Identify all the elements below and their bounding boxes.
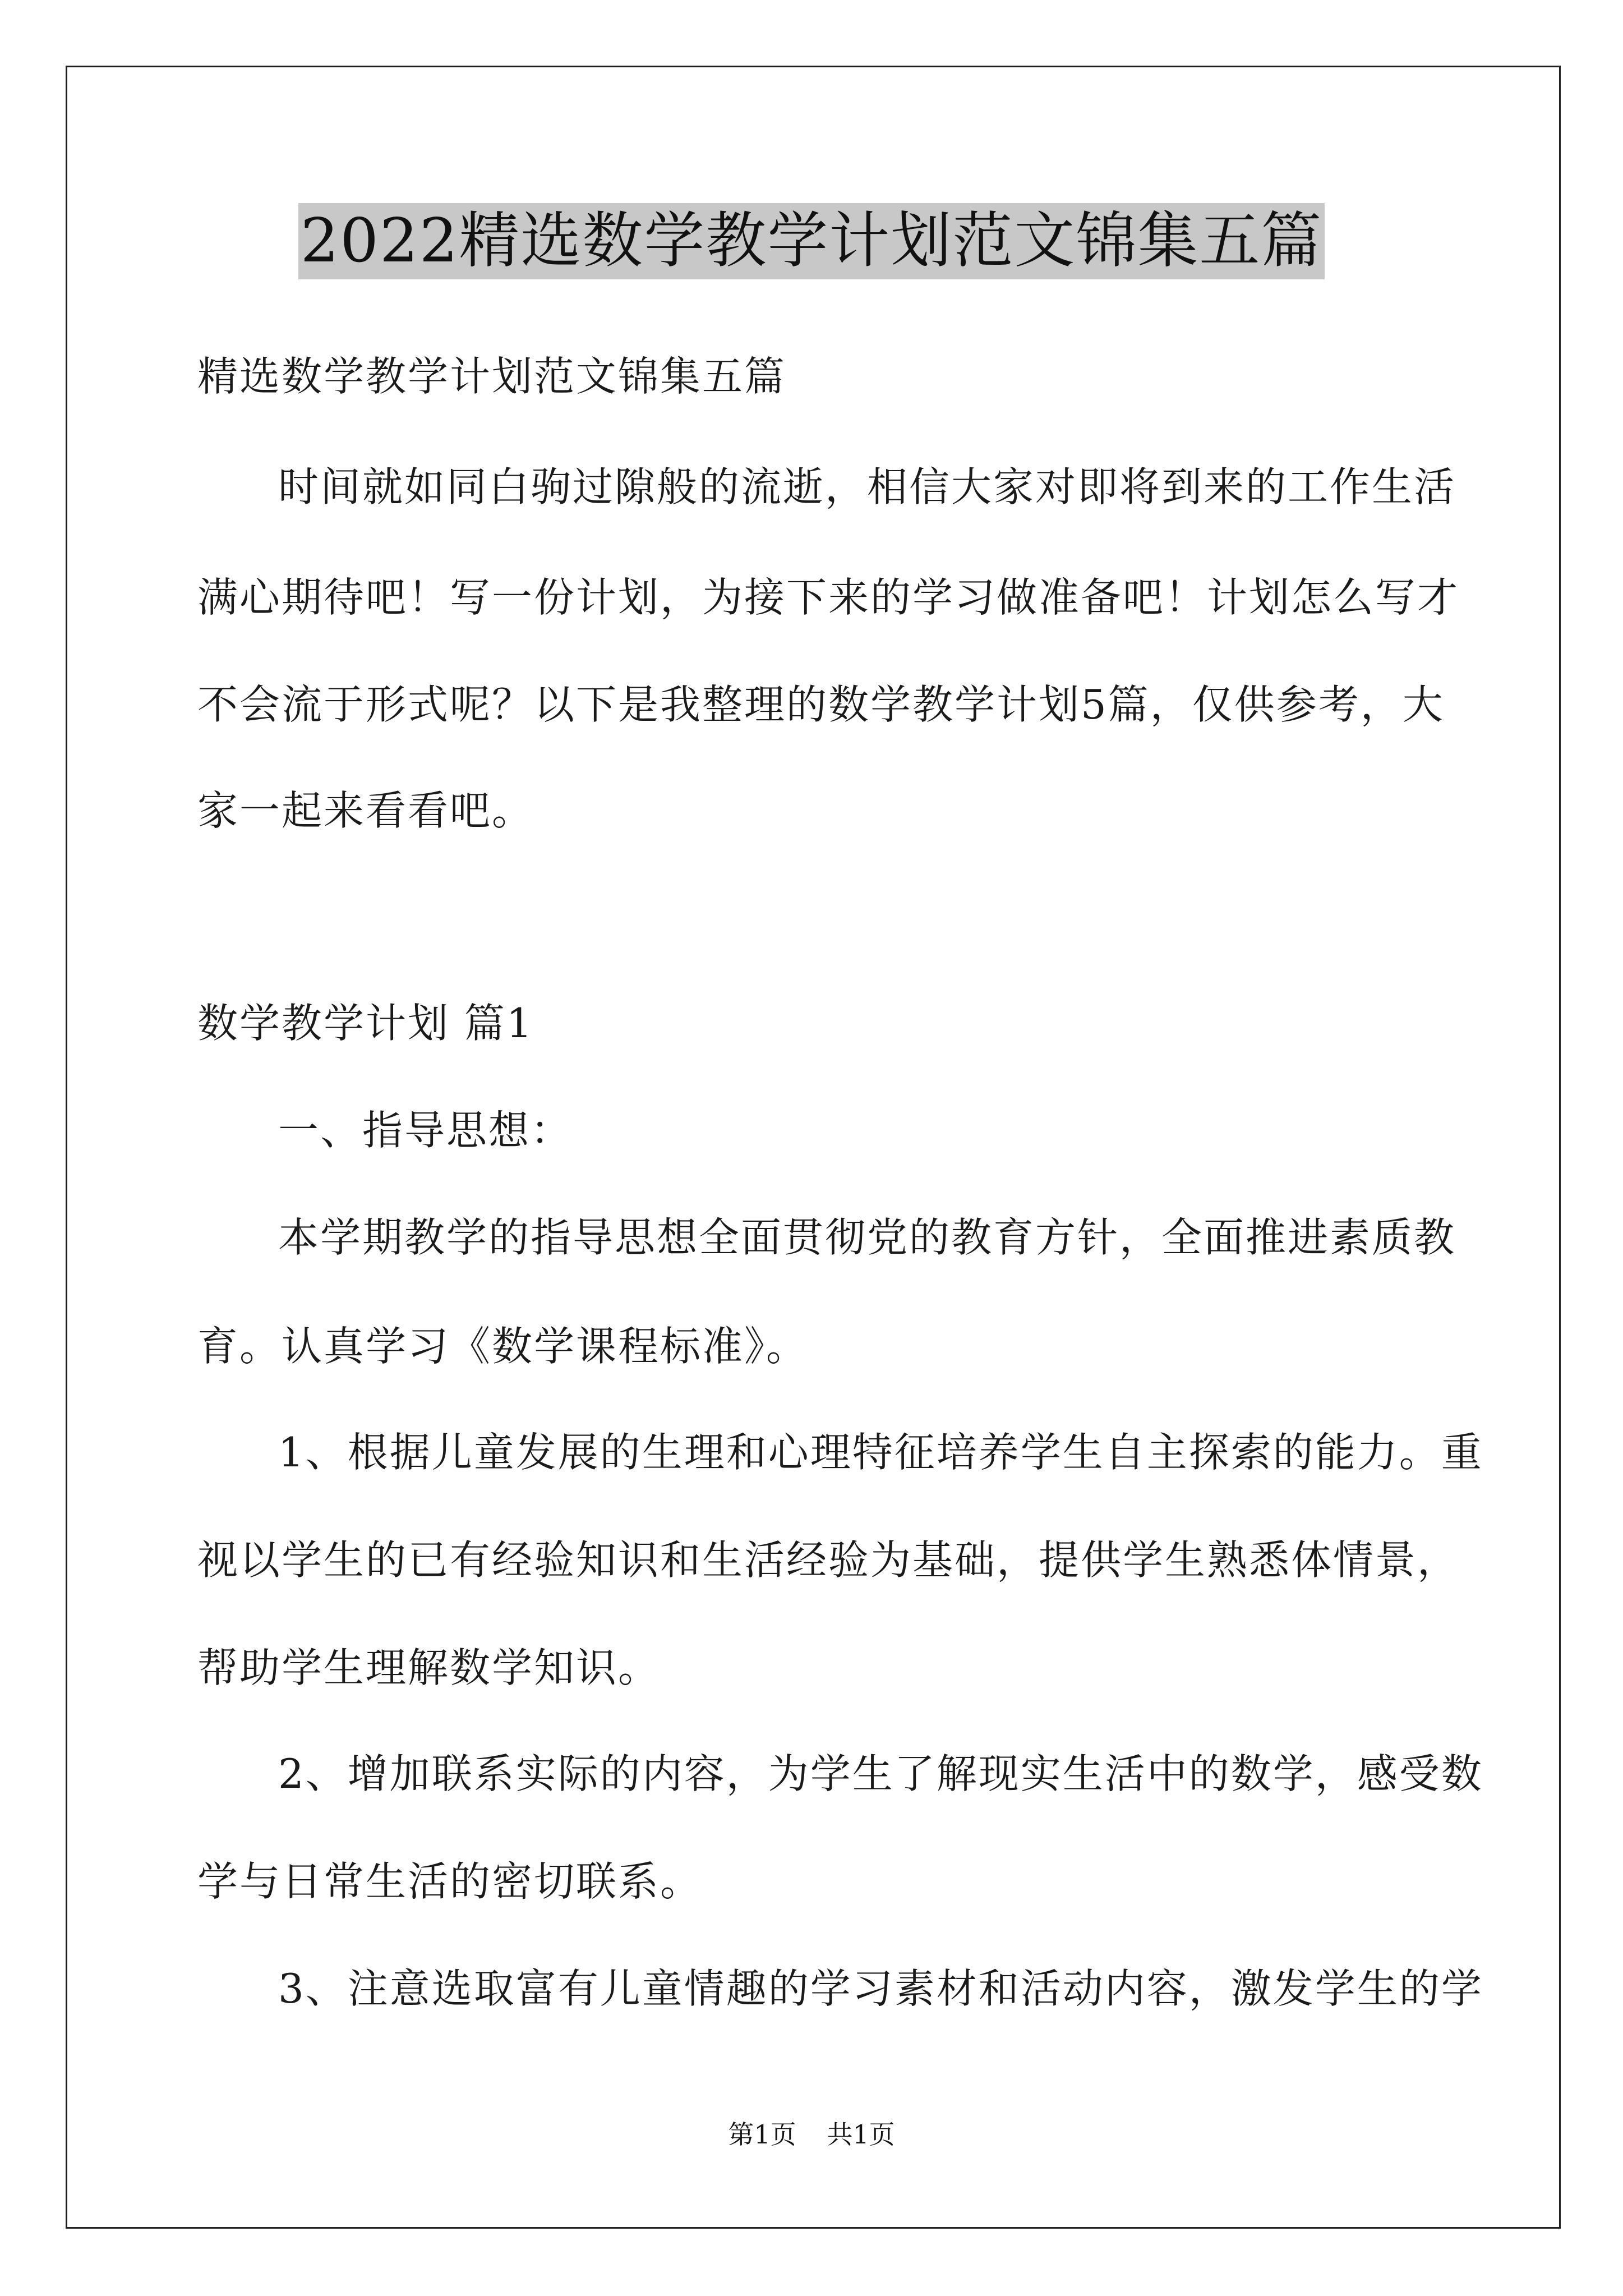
title-container [0, 203, 1623, 279]
page-number-total: 共1页 [827, 2119, 895, 2150]
intro-line-3: 不会流于形式呢？以下是我整理的数学教学计划5篇，仅供参考，大 [197, 681, 1445, 728]
document-title: 2022精选数学教学计划范文锦集五篇 [298, 203, 1325, 279]
page-number-current: 第1页 [728, 2119, 796, 2150]
para1-line-2: 育。认真学习《数学课程标准》。 [197, 1323, 809, 1370]
item2-line-2: 学与日常生活的密切联系。 [197, 1858, 703, 1905]
guiding-heading: 一、指导思想： [278, 1107, 573, 1154]
item2-line-1: 2、增加联系实际的内容，为学生了解现实生活中的数学，感受数 [278, 1750, 1483, 1797]
section-heading: 数学教学计划 篇1 [197, 1000, 534, 1047]
item1-line-3: 帮助学生理解数学知识。 [197, 1644, 661, 1691]
intro-line-2: 满心期待吧！写一份计划，为接下来的学习做准备吧！计划怎么写才 [197, 574, 1460, 621]
intro-line-4: 家一起来看看吧。 [197, 787, 534, 834]
item1-line-2: 视以学生的已有经验知识和生活经验为基础，提供学生熟悉体情景， [197, 1536, 1460, 1584]
para1-line-1: 本学期教学的指导思想全面贯彻党的教育方针，全面推进素质教 [278, 1214, 1456, 1261]
page-footer [0, 2118, 1623, 2151]
intro-line-1: 时间就如同白驹过隙般的流逝，相信大家对即将到来的工作生活 [278, 463, 1456, 510]
item3-line-1: 3、注意选取富有儿童情趣的学习素材和活动内容，激发学生的学 [278, 1965, 1483, 2012]
item1-line-1: 1、根据儿童发展的生理和心理特征培养学生自主探索的能力。重 [278, 1429, 1483, 1476]
document-subtitle: 精选数学教学计划范文锦集五篇 [197, 353, 787, 400]
